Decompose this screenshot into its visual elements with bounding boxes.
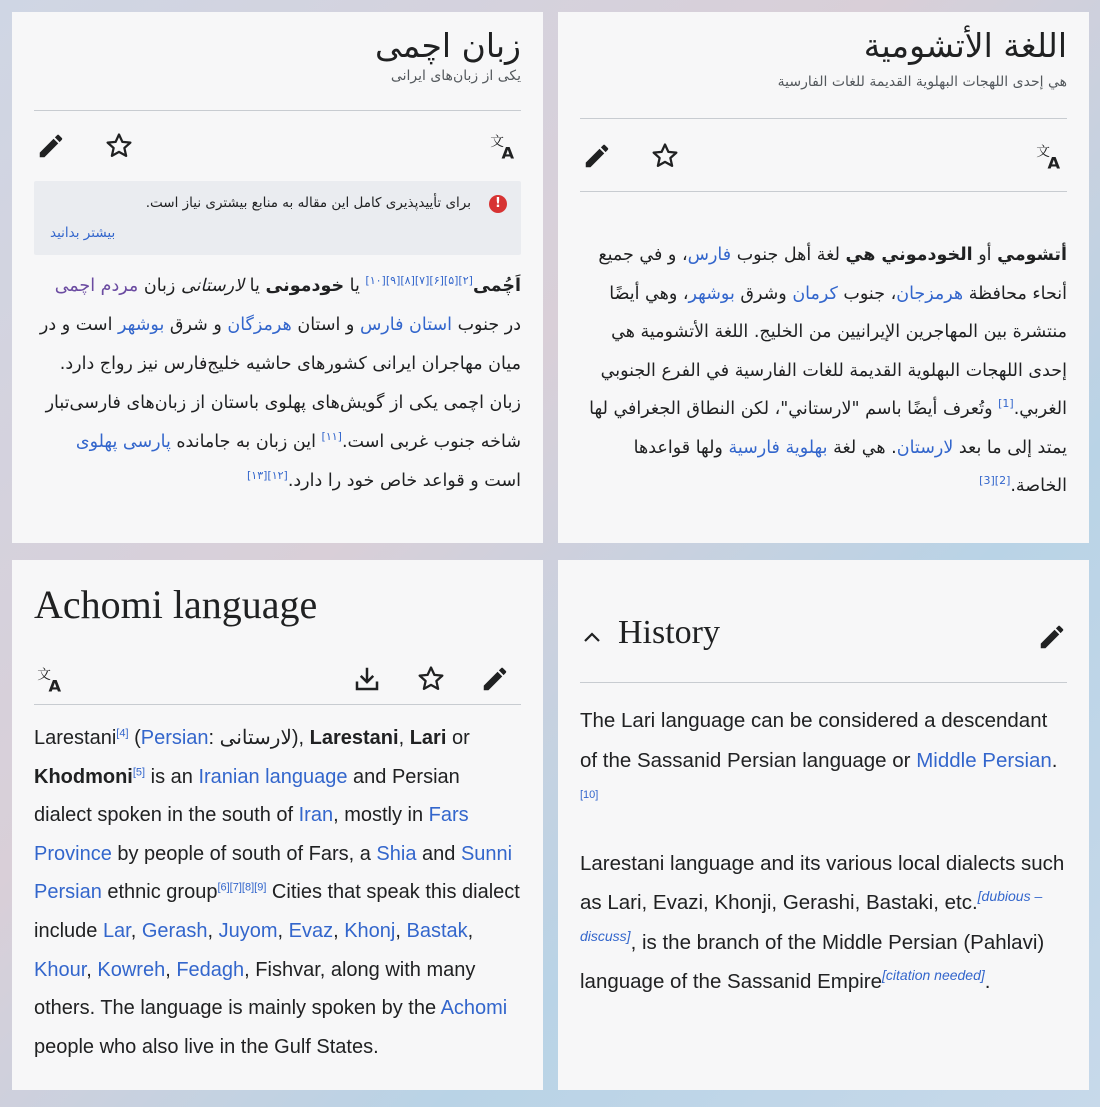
svg-text:A: A <box>48 676 62 694</box>
article-link[interactable]: Iranian language <box>198 765 348 788</box>
reference-link[interactable]: [۱۱] <box>321 430 342 444</box>
article-link[interactable]: Persian <box>140 727 209 749</box>
article-toolbar <box>580 119 1067 191</box>
article-body: Larestani[4] (Persian: لارستانی), Larestani, Lari or Khodmoni[5] is an Iranian language and Persian dialect spoken in the south of Iran, mostly in Fars Province by people of south of Fars, a Shia and Sunni Persian ethnic group[6][7][8][9] Cities that speak this dialect include Lar, Gerash, Juyom, Evaz, Khonj, Bastak, Khour, Kowreh, Fedagh, Fishvar, along with many others. The language is mainly spoken by the Achomi people who also live in the Gulf States. <box>34 727 520 1058</box>
article-body: اَچُمی[۲][۵][۶][۷][۸][۹][۱۰] یا خودمونی یا لارستانی زبان مردم اچمی در جنوب استان فارس و استان هرمزگان و شرق بوشهر است و در میان مهاجران ایرانی کشورهای حاشیه خلیج‌فارس نیز رواج دارد. زبان اچمی یکی از گویش‌های پهلوی باستان از زبان‌های فارسی‌تبار شاخه جنوب غربی است.[۱۱] این زبان به جامانده پارسی پهلوی است و قواعد خاص خود را دارد.[۱۲][۱۳] <box>39 274 521 491</box>
svg-text:文: 文 <box>490 134 505 150</box>
city-link[interactable]: Khonj <box>344 919 396 942</box>
bold-term: أتشومي <box>997 245 1067 265</box>
bold-term: Khodmoni <box>34 765 133 788</box>
dubious-note[interactable]: [dubious – discuss] <box>580 888 1043 944</box>
star-icon[interactable] <box>416 664 446 694</box>
page-subtitle: یکی از زبان‌های ایرانی <box>390 68 521 84</box>
learn-more-link[interactable]: بیشتر بدانید <box>50 225 116 241</box>
persian-article-panel <box>12 12 543 543</box>
article-link[interactable]: Fars Province <box>34 804 469 865</box>
city-link[interactable]: Bastak <box>406 919 468 942</box>
reference-link[interactable]: [4] <box>116 727 129 740</box>
notice-text: برای تأییدپذیری کامل این مقاله به منابع بیشتری نیاز است. <box>145 195 471 211</box>
star-icon[interactable] <box>650 141 680 171</box>
paragraph: Larestani language and its various local dialects such as Lari, Evazi, Khonji, Gerashi, Bastaki, etc.[dubious – discuss], is the branch of the Middle Persian (Pahlavi) language of the Sassanid Empire[citation needed]. <box>580 851 1065 993</box>
divider <box>580 191 1067 192</box>
bold-term: اَچُمی <box>472 276 521 296</box>
italic-term: لارستانی <box>180 276 245 296</box>
reference-link[interactable]: [۲][۵][۶][۷][۸][۹][۱۰] <box>365 274 473 288</box>
svg-text:A: A <box>501 143 515 161</box>
article-link[interactable]: استان فارس <box>359 315 453 335</box>
paragraph: The Lari language can be considered a descendant of the Sassanid Persian language or Middle Persian.[10] <box>580 709 1058 802</box>
svg-text:文: 文 <box>37 667 52 683</box>
reference-link[interactable]: [1] <box>998 397 1014 411</box>
verification-notice <box>34 181 521 255</box>
chevron-up-icon[interactable] <box>580 626 604 650</box>
star-icon[interactable] <box>104 131 134 161</box>
article-link[interactable]: بهلوية فارسية <box>728 437 828 458</box>
bold-term: الخودموني هي <box>845 245 973 265</box>
article-toolbar <box>34 111 521 181</box>
article-link[interactable]: Achomi <box>440 997 508 1020</box>
page-title: اللغة الأتشومية <box>863 26 1067 65</box>
article-link[interactable]: هرمزگان <box>227 315 292 335</box>
article-link[interactable]: Shia <box>376 842 417 865</box>
section-body <box>580 701 1067 1002</box>
section-title: History <box>618 614 720 651</box>
article-link[interactable]: كرمان <box>792 283 838 304</box>
page-subtitle: هي إحدى اللهجات البهلوية القديمة للغات الفارسية <box>777 74 1067 90</box>
download-icon[interactable] <box>352 664 382 694</box>
city-link[interactable]: Khour <box>34 958 87 981</box>
pencil-icon[interactable] <box>36 131 66 161</box>
city-link[interactable]: Juyom <box>218 919 278 942</box>
article-link[interactable]: بوشهر <box>118 315 165 335</box>
city-link[interactable]: Evaz <box>288 919 334 942</box>
reference-link[interactable]: [10] <box>580 789 599 802</box>
article-body: أتشومي أو الخودموني هي لغة أهل جنوب فارس، و في جميع أنحاء محافظة هرمزجان، جنوب كرمان وشرق بوشهر، وهي أيضًا منتشرة بين المهاجرين الإيرانيين من الخليج. اللغة الأتشومية هي إحدى اللهجات البهلوية القديمة للغات الفارسية في الفرع الجنوبي الغربي.[1] وتُعرف أيضًا باسم "لارستاني"، لكن النطاق الجغرافي لها يمتد إلى ما بعد لارستان. هي لغة بهلوية فارسية ولها قواعدها الخاصة.[2][3] <box>589 245 1067 496</box>
english-article-panel <box>12 560 543 1090</box>
article-link[interactable]: مردم اچمی <box>54 276 139 296</box>
article-link[interactable]: لارستان <box>896 437 954 458</box>
arabic-article-panel <box>558 12 1089 543</box>
article-link[interactable]: Sunni Persian <box>34 842 513 904</box>
translate-icon[interactable] <box>1035 141 1065 171</box>
city-link[interactable]: Lar <box>102 919 131 942</box>
reference-link[interactable]: [۱۲][۱۳] <box>246 469 288 483</box>
article-toolbar <box>34 656 521 730</box>
city-link[interactable]: Gerash <box>141 919 208 942</box>
bold-term: Lari <box>409 727 447 749</box>
article-link[interactable]: هرمزجان <box>896 283 964 304</box>
article-link[interactable]: Iran <box>298 804 334 827</box>
article-link[interactable]: فارس <box>687 245 732 265</box>
section-header[interactable] <box>580 560 1067 682</box>
svg-text:A: A <box>1047 153 1061 171</box>
article-link[interactable]: Middle Persian <box>916 748 1052 772</box>
bold-term: خودمونی <box>265 276 345 296</box>
reference-link[interactable]: [6][7][8][9] <box>217 881 267 894</box>
page-title: Achomi language <box>34 582 318 627</box>
article-link[interactable]: بوشهر <box>688 283 735 304</box>
pencil-icon[interactable] <box>480 664 510 694</box>
page-title: زبان اچمی <box>374 26 521 65</box>
city-link[interactable]: Kowreh <box>97 958 166 981</box>
pencil-icon[interactable] <box>582 141 612 171</box>
citation-needed-note[interactable]: [citation needed] <box>882 967 985 984</box>
reference-link[interactable]: [2][3] <box>979 474 1011 488</box>
divider <box>580 682 1067 683</box>
svg-text:文: 文 <box>1036 144 1051 160</box>
translate-icon[interactable] <box>36 664 66 694</box>
translate-icon[interactable] <box>489 131 519 161</box>
pencil-icon[interactable] <box>1037 622 1067 652</box>
article-link[interactable]: پارسی پهلوی <box>75 432 171 452</box>
reference-link[interactable]: [5] <box>132 765 146 778</box>
history-section-panel <box>558 560 1089 1090</box>
bold-term: Larestani <box>309 727 399 749</box>
alert-icon: ! <box>489 195 507 213</box>
city-link[interactable]: Fedagh <box>176 958 245 981</box>
